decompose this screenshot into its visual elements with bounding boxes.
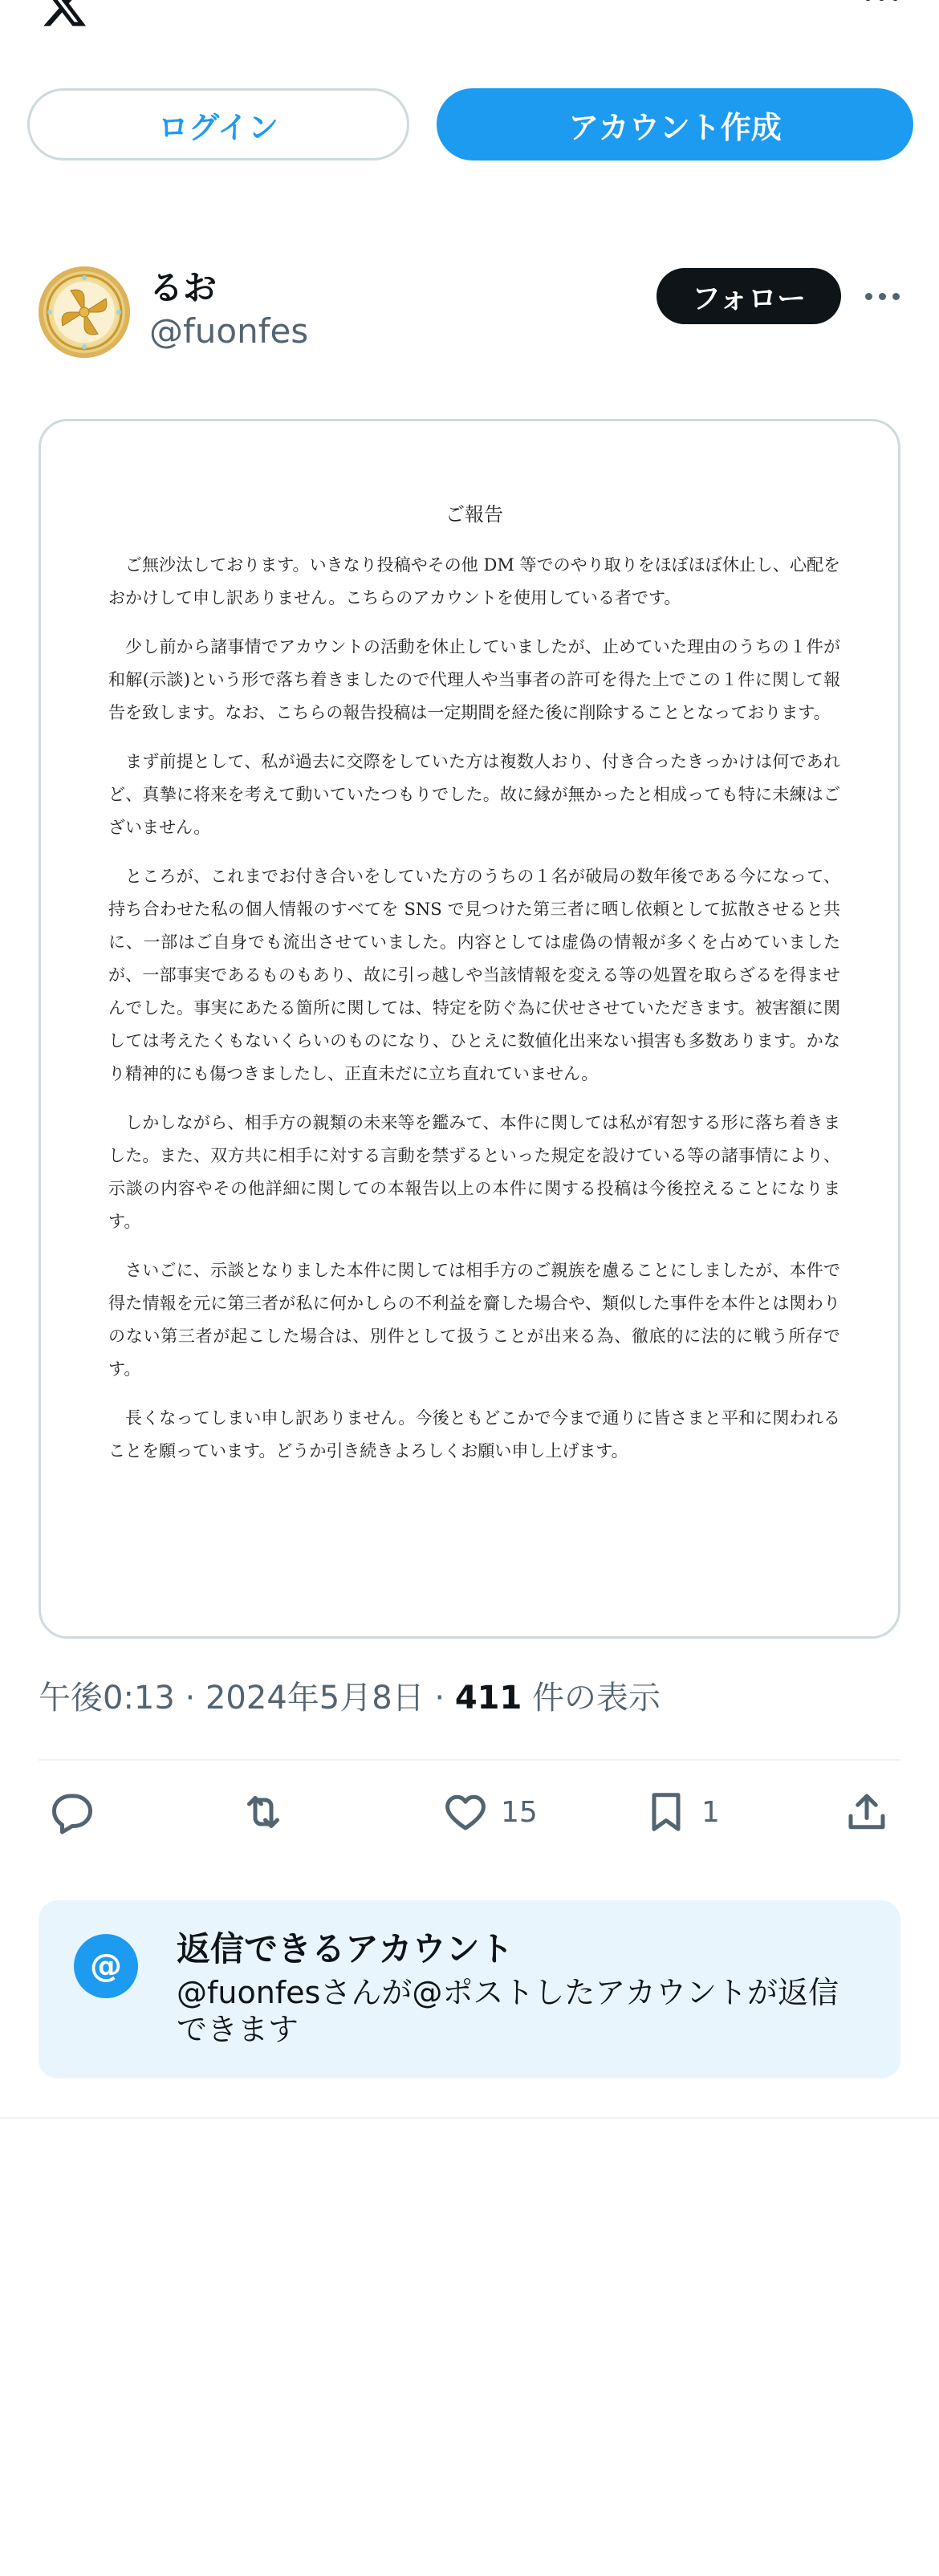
- document-title: ご報告: [445, 503, 503, 526]
- top-bar: [0, 0, 939, 48]
- document-paragraph: 長くなってしまい申し訳ありません。今後ともどこかで今まで通りに皆さまと平和に関われることを願っています。どうか引き続きよろしくお願い申し上げます。: [108, 1408, 840, 1461]
- avatar-emblem-icon: [39, 266, 130, 358]
- view-count: 411: [454, 1680, 522, 1717]
- bookmark-count: 1: [701, 1795, 720, 1829]
- meta-separator: ·: [174, 1680, 205, 1717]
- view-label: 件の表示: [522, 1680, 661, 1717]
- bookmark-icon: [642, 1788, 690, 1836]
- author-name[interactable]: るお: [149, 268, 217, 307]
- reply-restriction-title: 返信できるアカウント: [177, 1929, 514, 1969]
- reply-restriction-description: @fuonfesさんが@ポストしたアカウントが返信できます: [177, 1975, 839, 2047]
- heart-icon: [441, 1788, 490, 1836]
- share-button[interactable]: [843, 1788, 891, 1836]
- document-paragraph: ご無沙汰しております。いきなり投稿やその他 DM 等でのやり取りをほぼほぼ休止し、心配をおかけして申し訳ありません。こちらのアカウントを使用している者です。: [108, 555, 840, 607]
- reply-restriction-notice: [39, 1900, 900, 2078]
- retweet-icon: [239, 1788, 287, 1836]
- at-sign-icon: @: [74, 1934, 138, 1998]
- post-meta: [39, 1672, 661, 1718]
- post-date[interactable]: 2024年5月8日: [205, 1680, 425, 1717]
- share-icon: [843, 1788, 891, 1836]
- document-paragraph: ところが、これまでお付き合いをしていた方のうちの１名が破局の数年後である今になって、持ち合わせた私の個人情報のすべてを SNS で見つけた第三者に晒し依頼として拡散させると共に、一部はご自身でも流出させていました。内容としては虚偽の情報が多くを占めていましたが、一部事実であるものもあり、故に引っ越しや当該情報を変える等の処置を取らざるを得ませんでした。事実にあたる箇所に関しては、特定を防ぐ為に伏せさせていただきます。被害額に関しては考えたくもないくらいのものになり、ひとえに数値化出来ない損害も多数あります。かなり精神的にも傷つきましたし、正直未だに立ち直れていません。: [108, 867, 840, 1083]
- retweet-button[interactable]: [239, 1788, 287, 1836]
- post-time[interactable]: 午後0:13: [39, 1680, 175, 1717]
- document-paragraph: まず前提として、私が過去に交際をしていた方は複数人おり、付き合ったきっかけは何であれど、真摯に将来を考えて動いていたつもりでした。故に縁が無かったと相成っても特に未練はございません。: [108, 752, 840, 837]
- action-bar: [0, 1788, 939, 1852]
- announcement-document: [108, 498, 840, 1484]
- like-button[interactable]: [441, 1788, 538, 1836]
- document-paragraph: しかしながら、相手方の親類の未来等を鑑みて、本件に関しては私が宥恕する形に落ち着きました。また、双方共に相手に対する言動を禁ずるといった規定を設けている等の諸事情により、示談の内容やその他詳細に関しての本報告以上の本件に関する投稿は今後控えることになります。: [108, 1113, 840, 1231]
- avatar[interactable]: [39, 266, 130, 358]
- follow-button[interactable]: フォロー: [656, 268, 841, 324]
- more-horizontal-icon[interactable]: [865, 293, 900, 300]
- author-handle[interactable]: @fuonfes: [149, 311, 309, 351]
- reply-button[interactable]: [48, 1788, 96, 1836]
- like-count: 15: [501, 1795, 538, 1829]
- meta-separator: ·: [424, 1680, 455, 1717]
- signup-button[interactable]: アカウント作成: [437, 88, 913, 160]
- login-button[interactable]: ログイン: [27, 88, 409, 160]
- attached-image[interactable]: [39, 419, 900, 1639]
- document-paragraph: 少し前から諸事情でアカウントの活動を休止していましたが、止めていた理由のうちの１件が和解(示談)という形で落ち着きましたので代理人や当事者の許可を得た上でこの１件に関して報告を致します。なお、こちらの報告投稿は一定期間を経た後に削除することとなっております。: [108, 637, 840, 722]
- document-paragraph: さいごに、示談となりました本件に関しては相手方のご親族を慮ることにしましたが、本件で得た情報を元に第三者が私に何かしらの不利益を齎した場合や、類似した事件を本件とは関わりのない第三者が起こした場合は、別件として扱うことが出来る為、徹底的に法的に戦う所存です。: [108, 1261, 840, 1379]
- more-horizontal-icon[interactable]: [864, 0, 899, 1]
- divider: [0, 2117, 939, 2119]
- reply-icon: [48, 1788, 96, 1836]
- divider: [39, 1759, 900, 1761]
- bookmark-button[interactable]: [642, 1788, 720, 1836]
- x-logo-icon[interactable]: [35, 0, 93, 30]
